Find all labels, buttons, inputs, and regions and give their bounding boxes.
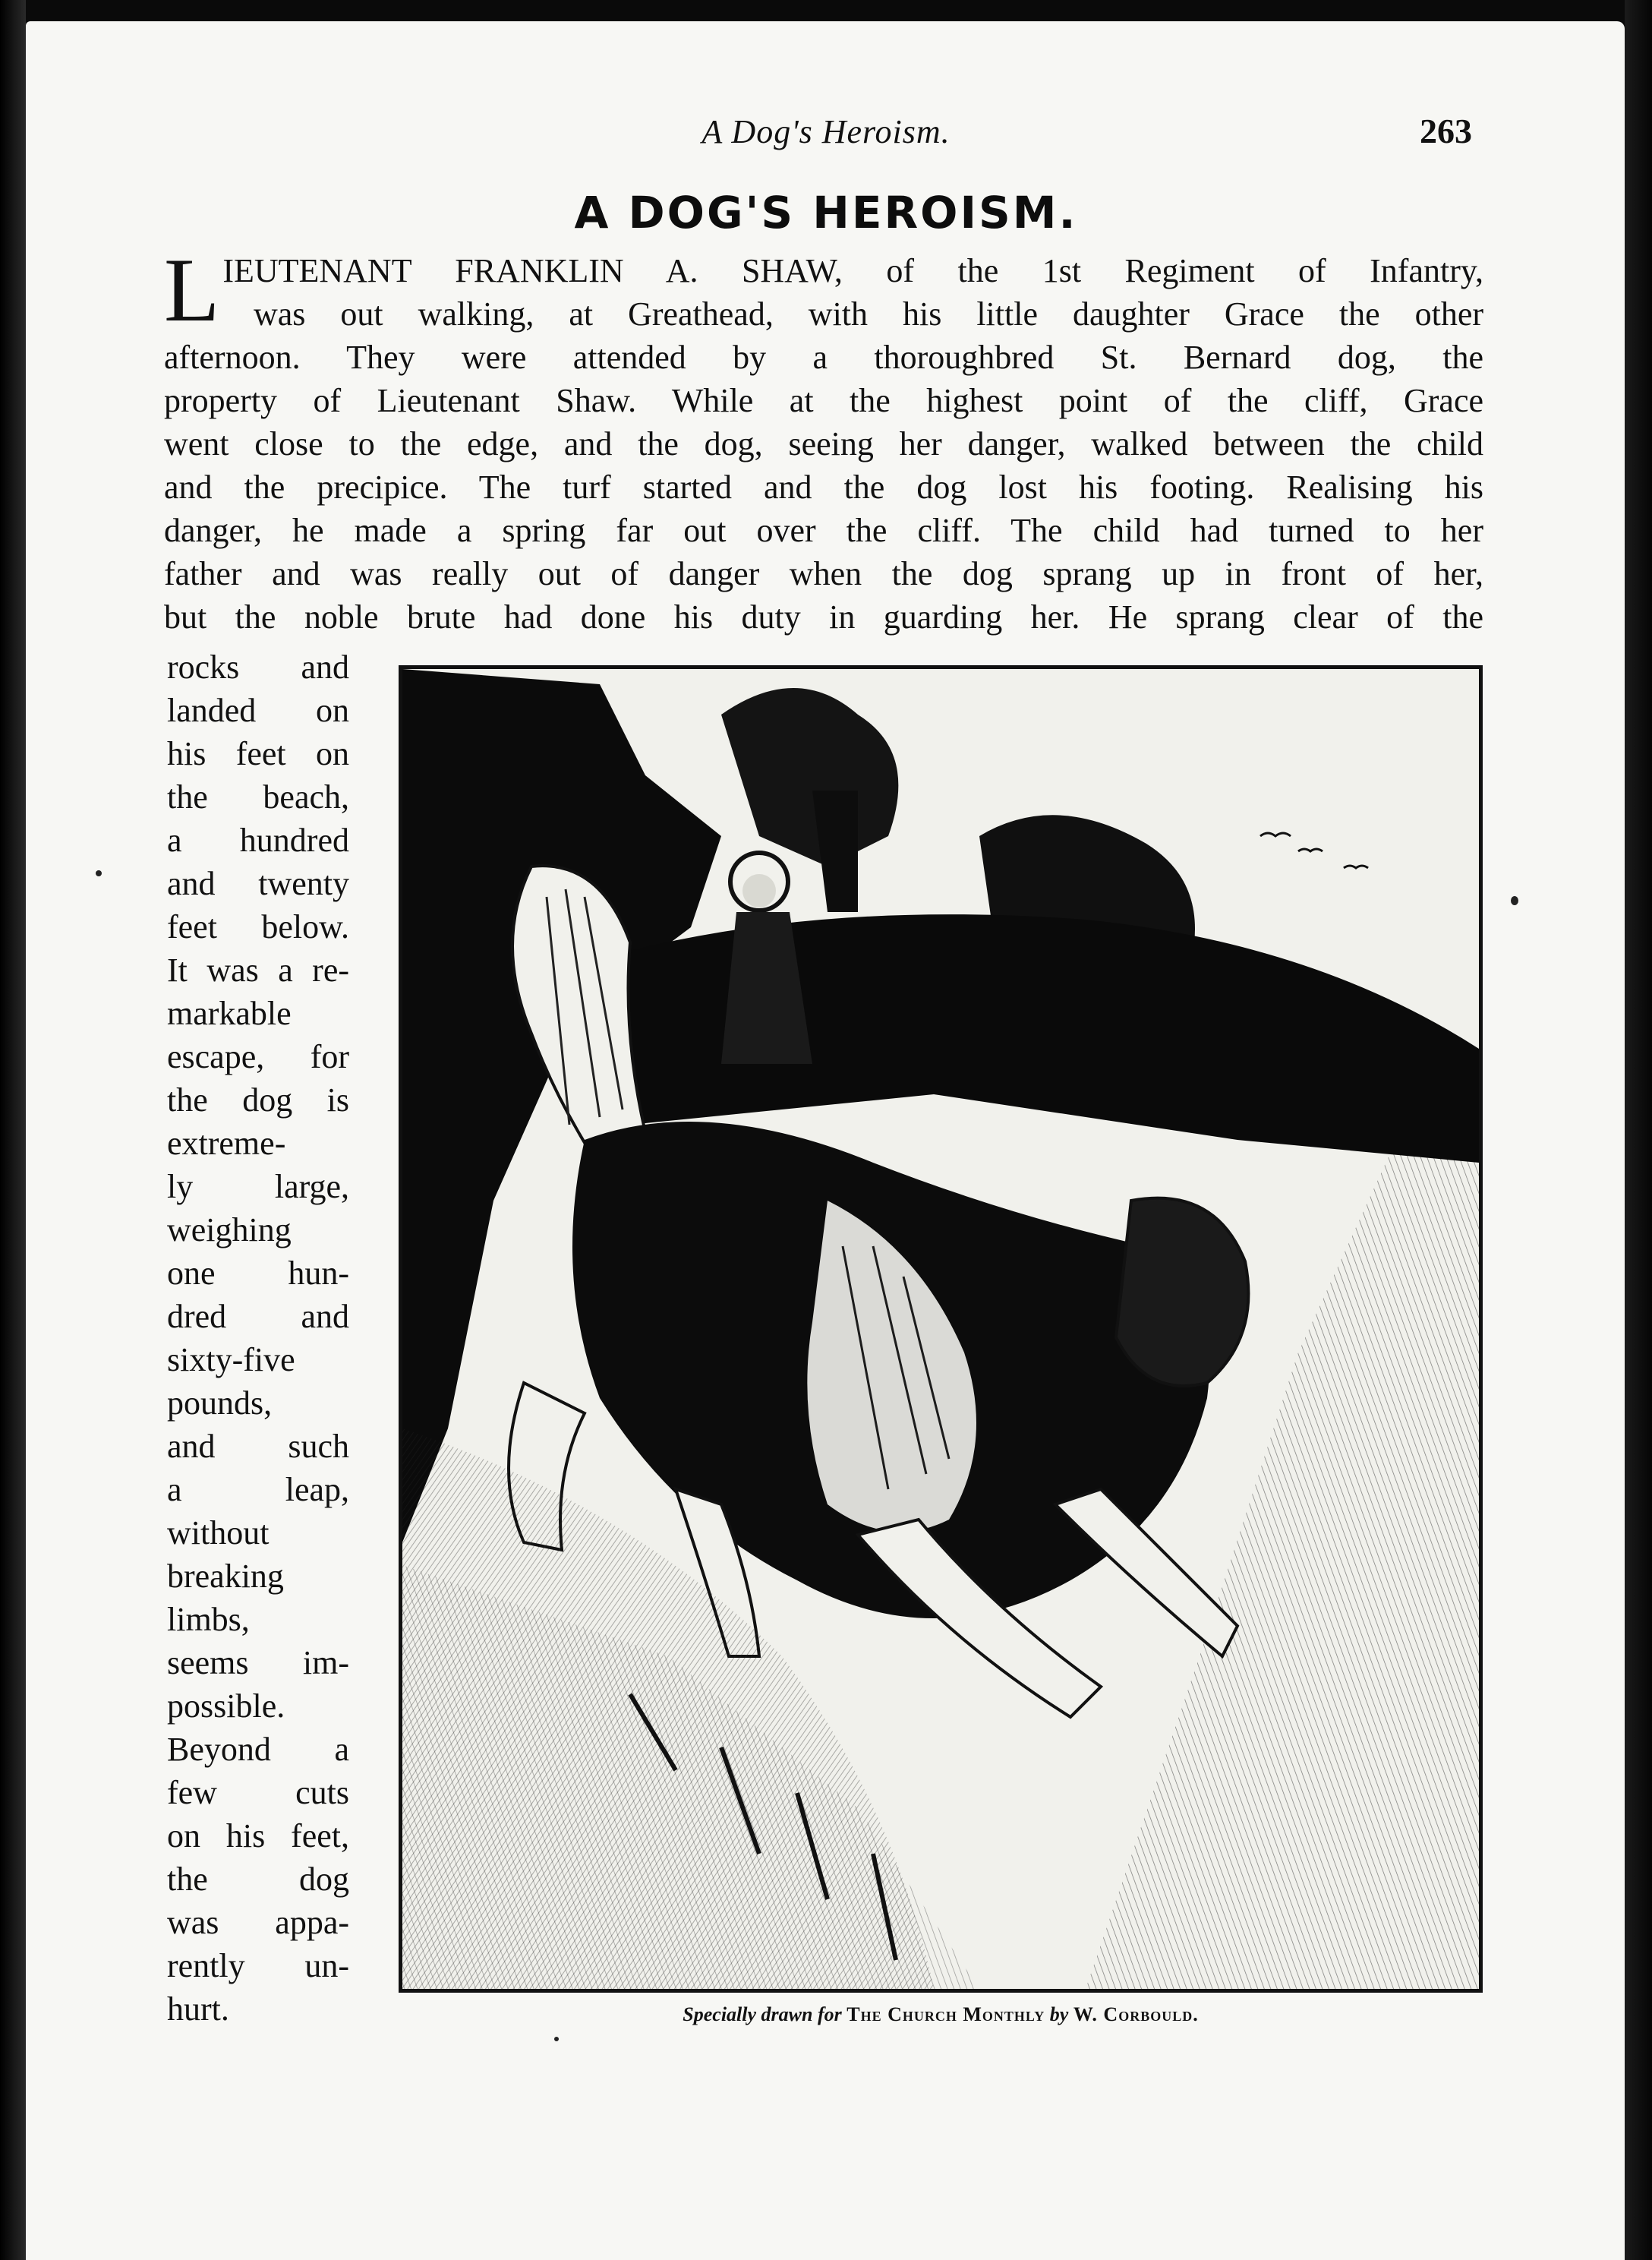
side-line: feet below.: [167, 908, 349, 945]
dog-leap-illustration: [399, 665, 1483, 1993]
side-line: hurt.: [167, 1990, 229, 2028]
side-line: weighing: [167, 1211, 292, 1248]
scan-speck: [1511, 896, 1518, 905]
paragraph-line: IEUTENANT FRANKLIN A. SHAW, of the 1st Regiment of Infantry,: [222, 252, 1483, 289]
article-paragraph: [164, 239, 1483, 639]
side-line: It was a re-: [167, 952, 349, 989]
article-title: A DOG'S HEROISM.: [574, 187, 1078, 238]
caption-by: by: [1049, 2003, 1069, 2025]
paragraph-line: afternoon. They were attended by a thoroughbred St. Bernard dog, the: [164, 339, 1483, 376]
page-number: 263: [1420, 112, 1472, 150]
side-line: pounds,: [167, 1384, 273, 1422]
scan-speck: [96, 870, 102, 876]
side-line: on his feet,: [167, 1817, 349, 1854]
engraving-artwork: [402, 669, 1479, 1989]
paragraph-line: father and was really out of danger when the dog sprang up in front of her,: [164, 555, 1483, 592]
side-line: breaking: [167, 1558, 284, 1595]
side-line: the dog is: [167, 1081, 349, 1119]
side-line: and such: [167, 1428, 349, 1465]
side-line: escape, for: [167, 1038, 349, 1075]
side-line: was appa-: [167, 1904, 349, 1941]
caption-artist: W. Corbould.: [1073, 2003, 1199, 2025]
right-scan-edge: [1625, 0, 1652, 2260]
side-line: sixty-five: [167, 1341, 295, 1378]
side-line: and twenty: [167, 865, 349, 902]
side-line: dred and: [167, 1298, 349, 1335]
side-line: ly large,: [167, 1168, 349, 1205]
caption-credit-prefix: Specially drawn for: [683, 2003, 842, 2025]
side-line: rocks and: [167, 649, 349, 686]
paragraph-line: but the noble brute had done his duty in guarding her. He sprang clear of the: [164, 598, 1483, 636]
paragraph-line: went close to the edge, and the dog, seeing her danger, walked between the child: [164, 425, 1483, 462]
side-line: without: [167, 1514, 270, 1551]
side-line: Beyond a: [167, 1731, 349, 1768]
side-line: possible.: [167, 1687, 285, 1725]
paragraph-line: was out walking, at Greathead, with his little daughter Grace the other: [254, 295, 1483, 333]
side-column-text: [167, 645, 349, 2031]
side-line: few cuts: [167, 1774, 349, 1811]
illustration-caption: [399, 2003, 1483, 2026]
side-line: seems im-: [167, 1644, 349, 1681]
side-line: the dog: [167, 1861, 349, 1898]
side-line: his feet on: [167, 735, 349, 772]
paragraph-line: danger, he made a spring far out over the cliff. The child had turned to her: [164, 512, 1483, 549]
side-line: markable: [167, 995, 292, 1032]
caption-publication: The Church Monthly: [846, 2003, 1045, 2025]
drop-cap: L: [164, 239, 220, 340]
side-line: a hundred: [167, 822, 349, 859]
side-line: one hun-: [167, 1255, 349, 1292]
paragraph-line: property of Lieutenant Shaw. While at the highest point of the cliff, Grace: [164, 382, 1483, 419]
side-line: extreme-: [167, 1125, 286, 1162]
side-line: landed on: [167, 692, 349, 729]
side-line: rently un-: [167, 1947, 349, 1984]
paragraph-line: and the precipice. The turf started and the dog lost his footing. Realising his: [164, 469, 1483, 506]
side-line: a leap,: [167, 1471, 349, 1508]
binding-edge: [0, 0, 26, 2260]
scan-speck: [554, 2037, 559, 2041]
running-head: A Dog's Heroism.: [701, 113, 951, 150]
side-line: the beach,: [167, 778, 349, 816]
side-line: limbs,: [167, 1601, 250, 1638]
